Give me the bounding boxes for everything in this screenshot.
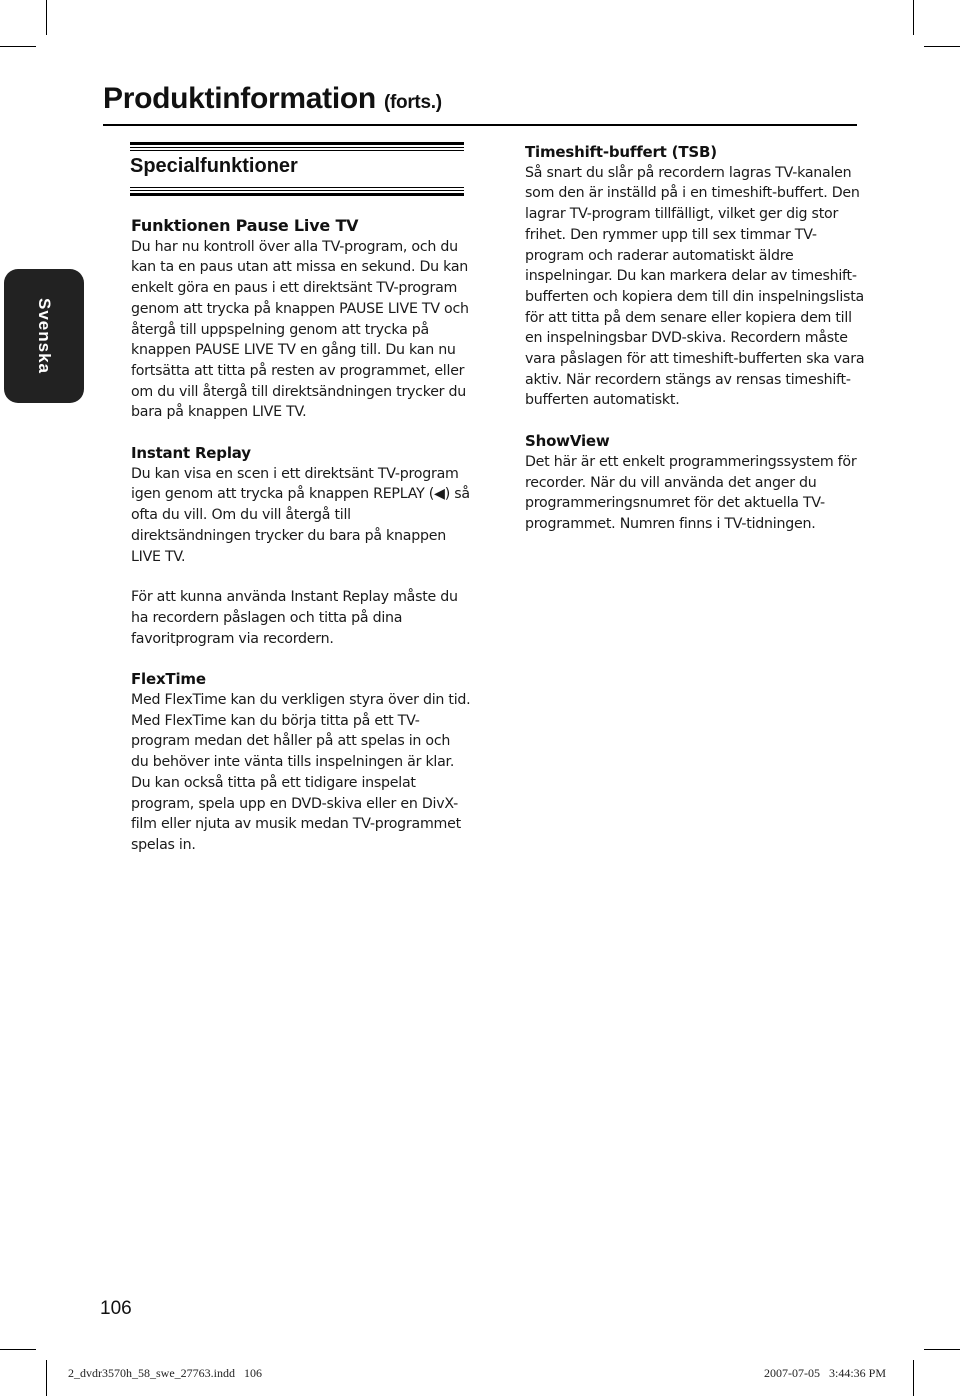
title-rule [103,124,857,126]
language-tab-label: Svenska [35,298,54,374]
page-number: 106 [100,1298,132,1319]
crop-mark [924,1349,960,1350]
footer-timestamp: 2007-07-05 3:44:36 PM [764,1366,887,1380]
feature-heading: Instant Replay [131,444,251,463]
feature-heading: Funktionen Pause Live TV [131,216,359,235]
feature-body: Så snart du slår på recordern lagras TV-kanalen som den är inställd på i en timeshift-buffert. Den lagrar TV-program tillfälligt, vilket ger dig stor frihet. Den rymmer upp till sex timmar TV-program och raderar automatiskt äldre inspelningar. Du kan markera delar av timeshift-bufferten och kopiera dem till din inspelningslista för att titta på dem senare eller kopiera dem till en inspelningsbar DVD-skiva. Recordern måste vara påslagen för att timeshift-bufferten ska vara aktiv. När recordern stängs av rensas timeshift-bufferten automatiskt. [525,164,865,409]
crop-mark [924,46,960,47]
feature-heading: ShowView [525,432,610,451]
feature-body: Du kan visa en scen i ett direktsänt TV-program igen genom att trycka på knappen REPLAY (◀) så ofta du vill. Om du vill återgå till direktsändningen trycker du bara på knappen LIVE TV. [131,465,470,565]
footer-file: 2_dvdr3570h_58_swe_27763.indd 106 [68,1366,262,1380]
feature-heading: FlexTime [131,670,206,689]
crop-mark [46,0,47,35]
section-rule [130,187,464,188]
crop-mark [0,46,36,47]
language-tab [4,269,84,403]
page-title [103,82,442,116]
crop-mark [913,0,914,35]
left-column [131,216,471,876]
crop-mark [0,1349,36,1350]
feature-body: Du har nu kontroll över alla TV-program, och du kan ta en paus utan att missa en sekund. Du kan enkelt göra en paus i ett direktsänt TV-program genom att trycka på knappen PAUSE LIVE TV och återgå till uppspelning genom att trycka på knappen PAUSE LIVE TV en gång till. Du kan nu fortsätta att titta på resten av programmet, eller om du vill återgå till direktsändningen trycker du bara på knappen LIVE TV. [131,238,469,421]
crop-mark [913,1360,914,1396]
page-title-text: Produktinformation [103,82,376,115]
feature-block [131,443,471,567]
feature-body: Med FlexTime kan du verkligen styra över din tid. Med FlexTime kan du börja titta på ett TV-program medan det håller på att spelas in och du behöver inte vänta tills inspelningen är klar. Du kan också titta på ett tidigare inspelat program, spela upp en DVD-skiva eller en DivX-film eller njuta av musik medan TV-programmet spelas in. [131,692,471,853]
section-header [130,142,464,198]
feature-body: Det här är ett enkelt programmeringssystem för recorder. När du vill använda det anger du programmeringsnumret för det aktuella TV-programmet. Numren finns i TV-tidningen. [525,453,857,532]
section-title: Specialfunktioner [130,155,298,177]
crop-mark [46,1360,47,1396]
feature-block [525,142,865,411]
page-title-suffix: (forts.) [383,92,442,113]
section-rule [130,142,464,145]
feature-block [525,431,865,535]
section-rule [130,147,464,148]
note-body: För att kunna använda Instant Replay måste du ha recordern påslagen och titta på dina favoritprogram via recordern. [131,589,458,647]
feature-block [131,216,471,423]
feature-block [131,669,471,855]
section-rule [130,190,464,191]
feature-heading: Timeshift-buffert (TSB) [525,143,717,161]
note-block [131,587,471,649]
section-rule [130,150,464,151]
section-rule [130,193,464,196]
right-column [525,142,865,555]
